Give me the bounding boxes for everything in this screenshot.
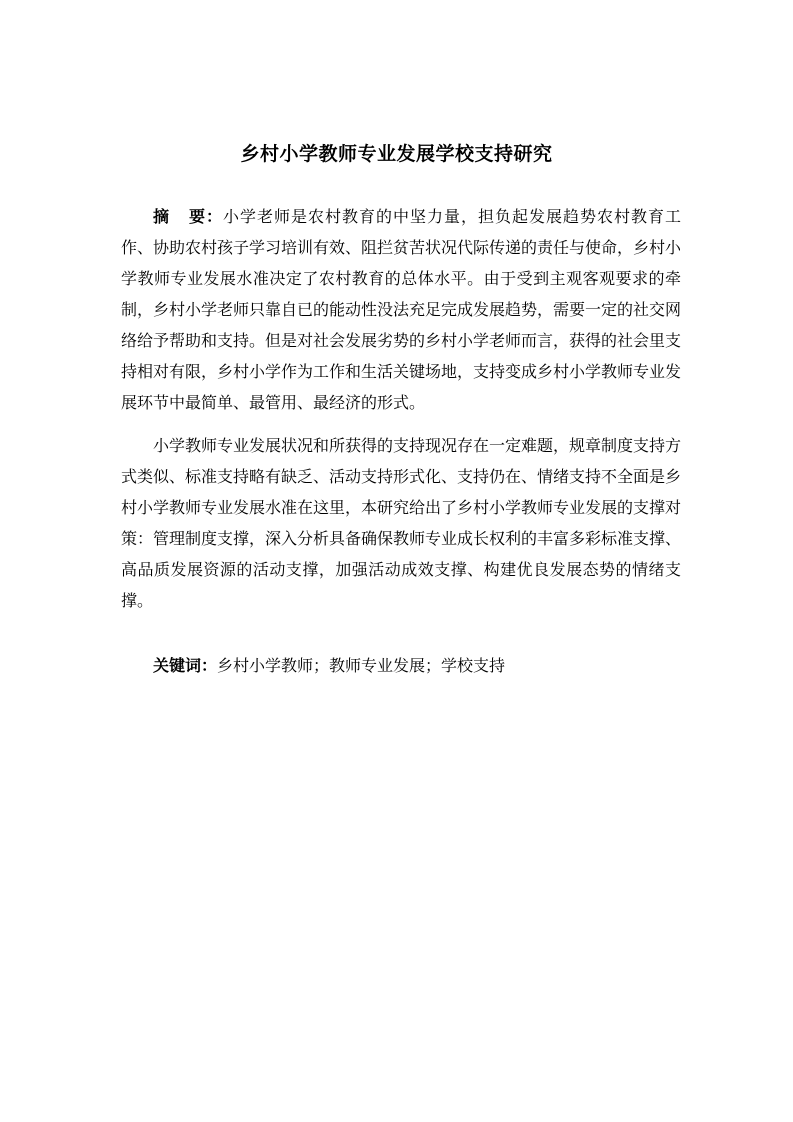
abstract-text: 小学老师是农村教育的中坚力量，担负起发展趋势农村教育工作、协助农村孩子学习培训有效、阻拦贫苦状况代际传递的责任与使命，乡村小学教师专业发展水准决定了农村教育的总体水平。由于受到主观客观要求的牵制，乡村小学老师只靠自已的能动性没法充足完成发展趋势，需要一定的社交网络给予帮助和支持。但是对社会发展劣势的乡村小学老师而言，获得的社会里支持相对有限，乡村小学作为工作和生活关键场地，支持变成乡村小学教师专业发展环节中最简单、最管用、最经济的形式。 xyxy=(121,207,682,412)
keywords-text: 乡村小学教师；教师专业发展；学校支持 xyxy=(217,656,506,675)
keywords-label: 关键词： xyxy=(153,656,218,675)
document-title: 乡村小学教师专业发展学校支持研究 xyxy=(240,143,553,165)
abstract-label-first: 摘 xyxy=(153,207,170,226)
abstract-paragraph-2: 小学教师专业发展状况和所获得的支持现况存在一定难题，规章制度支持方式类似、标准支持略有缺乏、活动支持形式化、支持仍在、情绪支持不全面是乡村小学教师专业发展水准在这里，本研究给出了乡村小学教师专业发展的支撑对策：管理制度支撑，深入分析具备确保教师专业成长权利的丰富多彩标准支撑、高品质发展资源的活动支撑，加强活动成效支撑、构建优良发展态势的情绪支撑。 xyxy=(121,436,682,610)
keywords-line xyxy=(153,650,681,681)
abstract-label-second: 要： xyxy=(188,207,223,226)
abstract-paragraph xyxy=(121,201,681,418)
